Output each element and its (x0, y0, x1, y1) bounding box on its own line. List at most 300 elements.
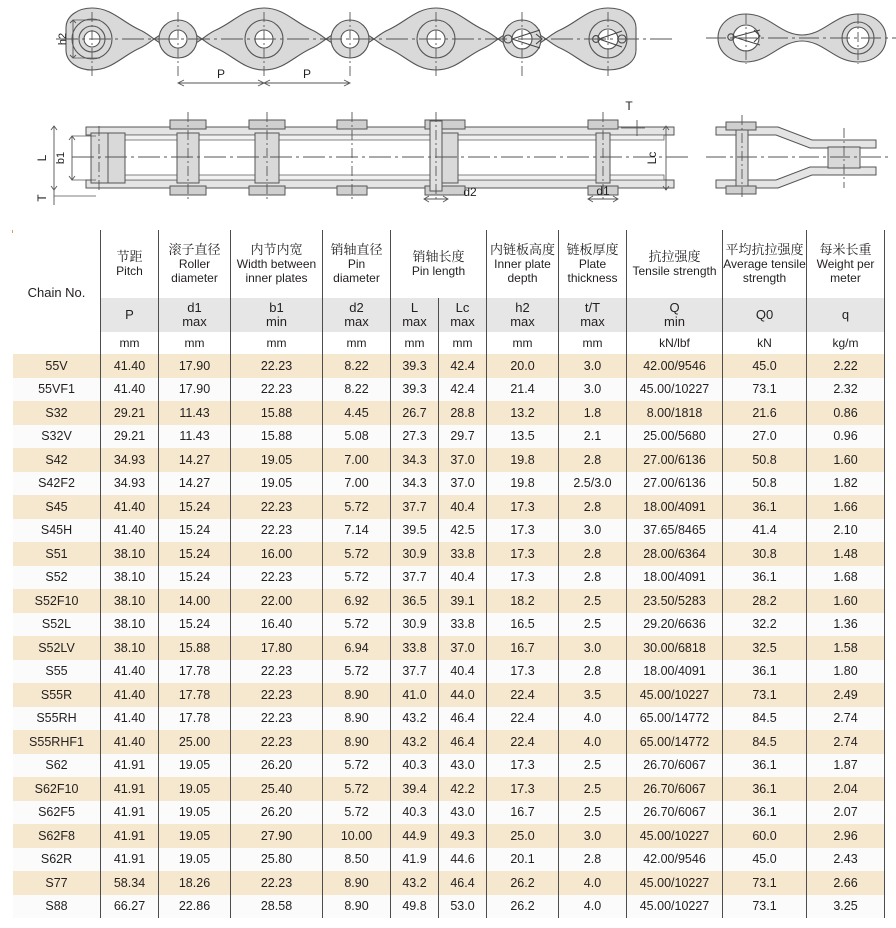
cell-Lc: 40.4 (439, 660, 487, 684)
cell-Q0: 28.2 (723, 589, 807, 613)
cell-Q0: 73.1 (723, 895, 807, 919)
cell-q: 1.60 (807, 448, 885, 472)
cell-Q0: 60.0 (723, 824, 807, 848)
cell-chain-no: S55RHF1 (13, 730, 101, 754)
cell-h2: 13.5 (487, 425, 559, 449)
cell-L: 39.4 (391, 777, 439, 801)
cell-P: 41.91 (101, 848, 159, 872)
symbol-text-Q0: Q0 (755, 306, 774, 322)
symbol-text-Lc: Lc (455, 299, 470, 315)
cell-L: 26.7 (391, 401, 439, 425)
symbol-text-d1: d1 (187, 299, 202, 315)
header-cn-width: 内节内宽 (250, 241, 303, 257)
symbol-h2 (487, 298, 559, 332)
cell-L: 41.0 (391, 683, 439, 707)
header-cn-pin-diameter: 销轴直径 (330, 241, 383, 257)
header-en-roller-diameter: Roller diameter (171, 257, 218, 285)
cell-h2: 18.2 (487, 589, 559, 613)
cell-q: 2.22 (807, 354, 885, 378)
cell-tT: 2.8 (559, 848, 627, 872)
cell-Lc: 37.0 (439, 472, 487, 496)
cell-P: 29.21 (101, 401, 159, 425)
cell-Lc: 43.0 (439, 801, 487, 825)
cell-b1: 26.20 (231, 754, 323, 778)
cell-Q0: 36.1 (723, 566, 807, 590)
cell-d2: 4.45 (323, 401, 391, 425)
cell-Q: 45.00/10227 (627, 378, 723, 402)
cell-q: 2.10 (807, 519, 885, 543)
table-head (13, 230, 885, 354)
cell-chain-no: S62F8 (13, 824, 101, 848)
cell-Lc: 42.2 (439, 777, 487, 801)
cell-Q0: 73.1 (723, 378, 807, 402)
cell-h2: 13.2 (487, 401, 559, 425)
cell-Q: 8.00/1818 (627, 401, 723, 425)
cell-b1: 22.00 (231, 589, 323, 613)
symbol-text-tT: t/T (584, 299, 601, 315)
cell-Q: 42.00/9546 (627, 848, 723, 872)
cell-h2: 16.5 (487, 613, 559, 637)
cell-Q0: 36.1 (723, 801, 807, 825)
cell-q: 0.86 (807, 401, 885, 425)
cell-tT: 4.0 (559, 871, 627, 895)
symbol-q (807, 298, 885, 332)
cell-d1: 19.05 (159, 848, 231, 872)
header-row-symbols (13, 298, 885, 332)
table-row (13, 895, 885, 919)
cell-q: 2.43 (807, 848, 885, 872)
cell-tT: 4.0 (559, 707, 627, 731)
qualifier-Q: min (664, 314, 685, 329)
cell-Lc: 53.0 (439, 895, 487, 919)
cell-Q0: 50.8 (723, 472, 807, 496)
cell-d2: 8.90 (323, 707, 391, 731)
cell-Lc: 37.0 (439, 636, 487, 660)
cell-d2: 8.90 (323, 730, 391, 754)
table-row (13, 378, 885, 402)
cell-chain-no: 55V (13, 354, 101, 378)
unit-Q0: kN (723, 332, 807, 354)
cell-d1: 19.05 (159, 754, 231, 778)
table-row (13, 730, 885, 754)
cell-q: 2.32 (807, 378, 885, 402)
cell-Q0: 36.1 (723, 777, 807, 801)
cell-h2: 26.2 (487, 871, 559, 895)
cell-h2: 21.4 (487, 378, 559, 402)
cell-tT: 4.0 (559, 895, 627, 919)
symbol-L (391, 298, 439, 332)
qualifier-h2: max (510, 314, 535, 329)
cell-L: 41.9 (391, 848, 439, 872)
table-row (13, 425, 885, 449)
cell-q: 1.82 (807, 472, 885, 496)
cell-P: 29.21 (101, 425, 159, 449)
specification-table-wrapper (12, 230, 884, 918)
cell-Q: 25.00/5680 (627, 425, 723, 449)
header-en-average-tensile-strength: Average tensile strength (723, 257, 806, 285)
cell-h2: 19.8 (487, 472, 559, 496)
cell-d2: 8.50 (323, 848, 391, 872)
dim-label-pitch-2: P (302, 67, 312, 81)
cell-b1: 15.88 (231, 401, 323, 425)
cell-L: 34.3 (391, 472, 439, 496)
cell-d2: 5.72 (323, 777, 391, 801)
symbol-text-P: P (125, 306, 134, 322)
cell-d2: 7.14 (323, 519, 391, 543)
header-row-units (13, 332, 885, 354)
dim-label-d2: d2 (463, 185, 477, 199)
table-row (13, 636, 885, 660)
cell-Q0: 45.0 (723, 354, 807, 378)
cell-P: 38.10 (101, 566, 159, 590)
cell-chain-no: S45 (13, 495, 101, 519)
dim-label-pitch-1: P (216, 67, 226, 81)
cell-tT: 2.5 (559, 613, 627, 637)
dim-label-L: L (35, 154, 49, 162)
cell-q: 2.96 (807, 824, 885, 848)
cell-Q0: 84.5 (723, 707, 807, 731)
cell-L: 39.3 (391, 378, 439, 402)
cell-h2: 17.3 (487, 542, 559, 566)
cell-d2: 5.72 (323, 495, 391, 519)
header-title-weight-per-meter (807, 230, 885, 298)
cell-h2: 22.4 (487, 707, 559, 731)
header-cn-pitch: 节距 (116, 248, 143, 264)
header-title-average-tensile-strength (723, 230, 807, 298)
symbol-d1 (159, 298, 231, 332)
header-en-pin-diameter: Pin diameter (333, 257, 380, 285)
cell-Q: 45.00/10227 (627, 683, 723, 707)
cell-q: 1.36 (807, 613, 885, 637)
cell-Lc: 40.4 (439, 566, 487, 590)
dim-label-b1: b1 (55, 151, 67, 165)
cell-d1: 17.78 (159, 660, 231, 684)
cell-L: 39.3 (391, 354, 439, 378)
table-row (13, 754, 885, 778)
header-en-pitch: Pitch (116, 264, 143, 279)
cell-tT: 4.0 (559, 730, 627, 754)
header-title-tensile-strength (627, 230, 723, 298)
cell-b1: 22.23 (231, 871, 323, 895)
table-row (13, 542, 885, 566)
cell-Q: 37.65/8465 (627, 519, 723, 543)
cell-Lc: 49.3 (439, 824, 487, 848)
header-chain-no: Chain No. (13, 230, 101, 354)
cell-P: 38.10 (101, 636, 159, 660)
cell-q: 1.87 (807, 754, 885, 778)
table-row (13, 472, 885, 496)
header-en-width: Width between inner plates (236, 257, 317, 285)
cell-q: 2.74 (807, 707, 885, 731)
cell-q: 2.07 (807, 801, 885, 825)
cell-Q: 26.70/6067 (627, 777, 723, 801)
cell-tT: 3.0 (559, 519, 627, 543)
cell-Q0: 27.0 (723, 425, 807, 449)
header-title-plate-thickness (559, 230, 627, 298)
cell-P: 41.91 (101, 801, 159, 825)
cell-L: 44.9 (391, 824, 439, 848)
cell-h2: 16.7 (487, 801, 559, 825)
cell-b1: 28.58 (231, 895, 323, 919)
cell-Q: 45.00/10227 (627, 824, 723, 848)
cell-P: 41.40 (101, 519, 159, 543)
cell-q: 1.48 (807, 542, 885, 566)
unit-d1: mm (159, 332, 231, 354)
cell-b1: 16.00 (231, 542, 323, 566)
cell-d1: 25.00 (159, 730, 231, 754)
cell-b1: 25.80 (231, 848, 323, 872)
header-title-pitch (101, 230, 159, 298)
connecting-link-side-view (706, 14, 896, 64)
table-row (13, 448, 885, 472)
header-title-width-between-inner-plates (231, 230, 323, 298)
symbol-text-h2: h2 (515, 299, 530, 315)
cell-chain-no: S42 (13, 448, 101, 472)
header-cn-weight: 每米长重 (819, 241, 872, 257)
cell-q: 1.66 (807, 495, 885, 519)
unit-L: mm (391, 332, 439, 354)
cell-d2: 5.72 (323, 754, 391, 778)
cell-b1: 22.23 (231, 683, 323, 707)
cell-tT: 2.5 (559, 777, 627, 801)
header-title-pin-diameter (323, 230, 391, 298)
table-row (13, 707, 885, 731)
cell-h2: 25.0 (487, 824, 559, 848)
unit-Q: kN/lbf (627, 332, 723, 354)
table-row (13, 495, 885, 519)
cell-h2: 17.3 (487, 519, 559, 543)
cell-Lc: 44.0 (439, 683, 487, 707)
cell-q: 1.68 (807, 566, 885, 590)
cell-Q0: 73.1 (723, 871, 807, 895)
cell-b1: 22.23 (231, 495, 323, 519)
cell-Q0: 36.1 (723, 660, 807, 684)
header-en-inner-plate-depth: Inner plate depth (494, 257, 551, 285)
dim-label-Lc: Lc (645, 151, 659, 165)
cell-Lc: 39.1 (439, 589, 487, 613)
cell-b1: 16.40 (231, 613, 323, 637)
cell-d1: 17.90 (159, 354, 231, 378)
plan-view-chain (35, 99, 690, 205)
cell-chain-no: S62F10 (13, 777, 101, 801)
cell-L: 30.9 (391, 613, 439, 637)
cell-chain-no: S42F2 (13, 472, 101, 496)
symbol-Lc (439, 298, 487, 332)
cell-Q0: 45.0 (723, 848, 807, 872)
header-en-tensile-strength: Tensile strength (632, 264, 717, 279)
cell-chain-no: S32V (13, 425, 101, 449)
cell-L: 37.7 (391, 566, 439, 590)
cell-P: 34.93 (101, 472, 159, 496)
cell-P: 38.10 (101, 613, 159, 637)
cell-q: 2.49 (807, 683, 885, 707)
cell-h2: 20.0 (487, 354, 559, 378)
unit-P: mm (101, 332, 159, 354)
cell-Lc: 46.4 (439, 871, 487, 895)
cell-tT: 2.5 (559, 754, 627, 778)
table-row (13, 871, 885, 895)
cell-Lc: 42.4 (439, 378, 487, 402)
cell-P: 41.40 (101, 660, 159, 684)
cell-h2: 26.2 (487, 895, 559, 919)
dim-label-T-right: T (625, 99, 633, 113)
cell-Q0: 32.5 (723, 636, 807, 660)
cell-d1: 15.24 (159, 542, 231, 566)
symbol-P (101, 298, 159, 332)
cell-chain-no: S77 (13, 871, 101, 895)
cell-q: 2.04 (807, 777, 885, 801)
cell-d1: 19.05 (159, 777, 231, 801)
cell-d2: 8.90 (323, 871, 391, 895)
cell-d1: 11.43 (159, 401, 231, 425)
unit-tT: mm (559, 332, 627, 354)
cell-Q: 18.00/4091 (627, 660, 723, 684)
cell-d2: 5.72 (323, 566, 391, 590)
table-row (13, 777, 885, 801)
symbol-text-q: q (841, 306, 850, 322)
header-row-titles (13, 230, 885, 298)
cell-Q: 29.20/6636 (627, 613, 723, 637)
header-title-pin-length (391, 230, 487, 298)
cell-Q: 45.00/10227 (627, 871, 723, 895)
cell-Q0: 36.1 (723, 754, 807, 778)
table-row (13, 660, 885, 684)
header-en-pin-length: Pin length (411, 264, 466, 279)
cell-tT: 2.8 (559, 660, 627, 684)
cell-d1: 17.78 (159, 683, 231, 707)
cell-chain-no: S52F10 (13, 589, 101, 613)
header-cn-tensile-strength: 抗拉强度 (648, 248, 701, 264)
header-en-weight: Weight per meter (816, 257, 875, 285)
qualifier-b1: min (266, 314, 287, 329)
cell-P: 41.40 (101, 683, 159, 707)
chain-specification-table (12, 230, 885, 918)
cell-h2: 17.3 (487, 566, 559, 590)
cell-P: 41.40 (101, 378, 159, 402)
table-row (13, 824, 885, 848)
cell-L: 49.8 (391, 895, 439, 919)
cell-Q: 18.00/4091 (627, 495, 723, 519)
cell-b1: 22.23 (231, 519, 323, 543)
cell-d1: 15.24 (159, 519, 231, 543)
cell-P: 38.10 (101, 542, 159, 566)
cell-d2: 7.00 (323, 448, 391, 472)
cell-Q0: 50.8 (723, 448, 807, 472)
cell-b1: 22.23 (231, 707, 323, 731)
cell-Q0: 30.8 (723, 542, 807, 566)
cell-Lc: 29.7 (439, 425, 487, 449)
cell-q: 0.96 (807, 425, 885, 449)
table-row (13, 566, 885, 590)
cell-d1: 14.27 (159, 472, 231, 496)
cell-d2: 7.00 (323, 472, 391, 496)
cell-b1: 22.23 (231, 354, 323, 378)
cell-Lc: 46.4 (439, 707, 487, 731)
cell-tT: 2.8 (559, 495, 627, 519)
cell-Q0: 41.4 (723, 519, 807, 543)
cell-q: 2.66 (807, 871, 885, 895)
table-row (13, 354, 885, 378)
cell-Lc: 33.8 (439, 613, 487, 637)
cell-b1: 22.23 (231, 730, 323, 754)
cell-L: 40.3 (391, 801, 439, 825)
cell-Lc: 43.0 (439, 754, 487, 778)
cell-d2: 5.72 (323, 801, 391, 825)
cell-b1: 17.80 (231, 636, 323, 660)
cell-tT: 2.8 (559, 448, 627, 472)
cell-Q0: 32.2 (723, 613, 807, 637)
cell-L: 27.3 (391, 425, 439, 449)
cell-q: 2.74 (807, 730, 885, 754)
technical-drawings (0, 0, 896, 222)
cell-L: 36.5 (391, 589, 439, 613)
cell-b1: 22.23 (231, 660, 323, 684)
symbol-text-b1: b1 (269, 299, 284, 315)
cell-q: 1.80 (807, 660, 885, 684)
symbol-text-d2: d2 (349, 299, 364, 315)
dim-label-d1: d1 (596, 184, 610, 198)
cell-Q: 27.00/6136 (627, 472, 723, 496)
cell-Q: 26.70/6067 (627, 801, 723, 825)
header-title-inner-plate-depth (487, 230, 559, 298)
symbol-b1 (231, 298, 323, 332)
cell-L: 37.7 (391, 660, 439, 684)
cell-chain-no: S62R (13, 848, 101, 872)
cell-P: 41.40 (101, 707, 159, 731)
header-cn-inner-plate-depth: 内链板高度 (489, 241, 555, 257)
cell-Q0: 21.6 (723, 401, 807, 425)
cell-L: 39.5 (391, 519, 439, 543)
cell-P: 41.40 (101, 495, 159, 519)
table-row (13, 613, 885, 637)
cell-h2: 16.7 (487, 636, 559, 660)
cell-d1: 19.05 (159, 824, 231, 848)
cell-Q: 27.00/6136 (627, 448, 723, 472)
header-title-roller-diameter (159, 230, 231, 298)
cell-d2: 6.92 (323, 589, 391, 613)
qualifier-tT: max (580, 314, 605, 329)
cell-b1: 25.40 (231, 777, 323, 801)
cell-d1: 14.27 (159, 448, 231, 472)
cell-chain-no: S52 (13, 566, 101, 590)
cell-chain-no: S55R (13, 683, 101, 707)
cell-P: 41.91 (101, 824, 159, 848)
cell-d1: 19.05 (159, 801, 231, 825)
qualifier-d2: max (344, 314, 369, 329)
cell-b1: 26.20 (231, 801, 323, 825)
cell-b1: 22.23 (231, 566, 323, 590)
cell-chain-no: S52LV (13, 636, 101, 660)
dim-label-T-left: T (35, 194, 49, 202)
cell-q: 1.58 (807, 636, 885, 660)
header-en-plate-thickness: Plate thickness (567, 257, 618, 285)
cell-Lc: 37.0 (439, 448, 487, 472)
cell-Lc: 33.8 (439, 542, 487, 566)
cell-chain-no: S62 (13, 754, 101, 778)
cell-P: 66.27 (101, 895, 159, 919)
cell-L: 37.7 (391, 495, 439, 519)
cell-chain-no: S51 (13, 542, 101, 566)
cell-tT: 3.0 (559, 824, 627, 848)
cell-d1: 17.78 (159, 707, 231, 731)
cell-chain-no: S55RH (13, 707, 101, 731)
symbol-d2 (323, 298, 391, 332)
cell-d1: 17.90 (159, 378, 231, 402)
cell-tT: 2.5/3.0 (559, 472, 627, 496)
cell-q: 3.25 (807, 895, 885, 919)
header-cn-plate-thickness: 链板厚度 (566, 241, 619, 257)
cell-h2: 22.4 (487, 730, 559, 754)
